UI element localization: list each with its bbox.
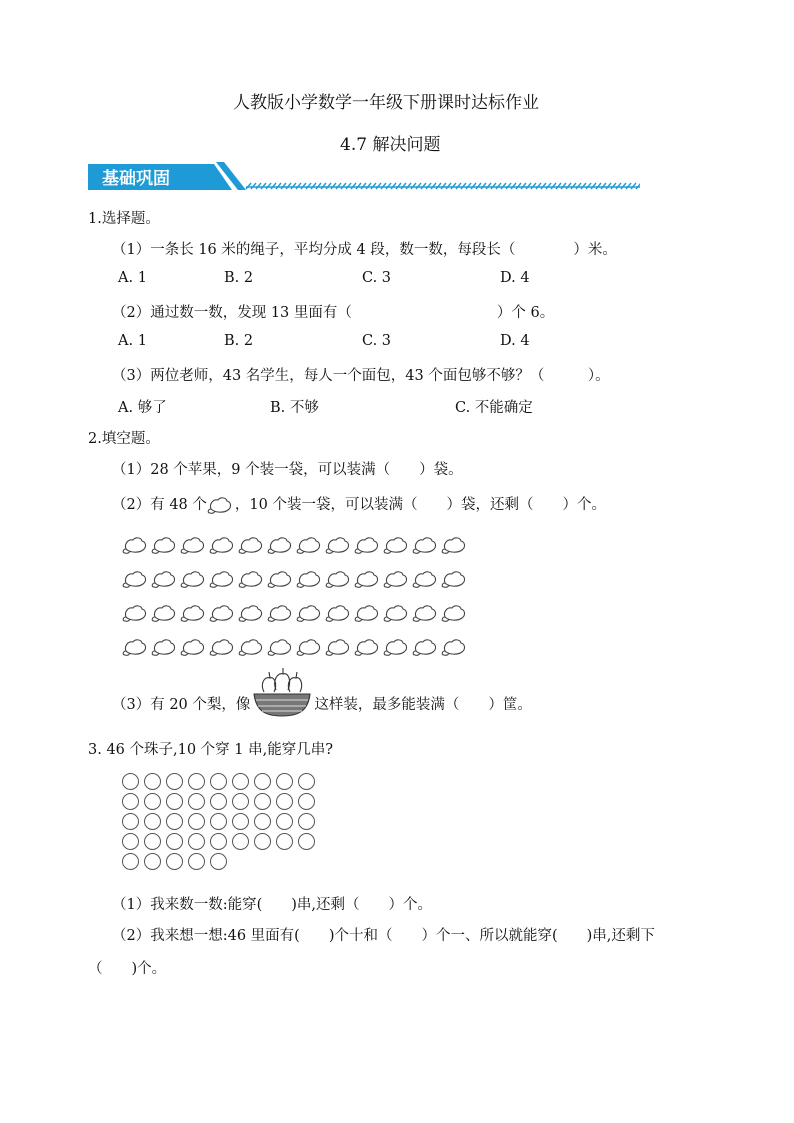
q1-part2-option-d[interactable]: D. 4 <box>500 333 530 349</box>
bead-circle <box>188 813 205 830</box>
bead-circle <box>276 813 293 830</box>
q1-part1-option-a[interactable]: A. 1 <box>118 270 147 286</box>
bead-circle <box>298 833 315 850</box>
peach-icon <box>383 637 411 661</box>
bead-circle <box>122 813 139 830</box>
peach-icon <box>180 603 208 627</box>
bead-circle <box>232 793 249 810</box>
bead-circle <box>166 853 183 870</box>
q1-part3-option-c[interactable]: C. 不能确定 <box>455 400 533 416</box>
q1-part3-text: （3）两位老师，43 名学生，每人一个面包，43 个面包够不够？（ ）。 <box>112 368 610 384</box>
peach-icon <box>151 569 179 593</box>
bead-circle <box>122 793 139 810</box>
q1-part3-option-b[interactable]: B. 不够 <box>270 400 319 416</box>
q3-part2-text-line1: （2）我来想一想:46 里面有( )个十和（ ）个一、所以就能穿( )串,还剩下 <box>112 928 655 944</box>
peach-icon <box>209 569 237 593</box>
peach-icon <box>325 603 353 627</box>
peach-icon <box>441 637 469 661</box>
bead-circle <box>210 793 227 810</box>
bead-circle <box>166 773 183 790</box>
peach-icon <box>209 603 237 627</box>
bead-circle <box>122 773 139 790</box>
bead-circle <box>232 773 249 790</box>
peach-icon <box>441 535 469 559</box>
bead-circle <box>166 813 183 830</box>
bead-circle <box>210 853 227 870</box>
q1-part2-option-c[interactable]: C. 3 <box>362 333 392 349</box>
q2-part3-text-after: 这样装，最多能装满（ ）筐。 <box>314 697 532 713</box>
peach-icon <box>122 569 150 593</box>
bead-circle <box>144 793 161 810</box>
peach-icon <box>296 603 324 627</box>
bead-circle <box>276 793 293 810</box>
peach-icon <box>122 535 150 559</box>
q1-part2-option-a[interactable]: A. 1 <box>118 333 147 349</box>
bead-circle <box>188 853 205 870</box>
peach-icon <box>412 603 440 627</box>
peach-icon <box>325 569 353 593</box>
bead-circle <box>144 853 161 870</box>
peach-icon <box>354 535 382 559</box>
page-subtitle: 4.7 解决问题 <box>340 135 441 155</box>
peach-icon <box>354 603 382 627</box>
bead-circle <box>122 833 139 850</box>
peach-icon <box>209 535 237 559</box>
peach-icon <box>180 535 208 559</box>
peach-icon <box>412 569 440 593</box>
peach-icon <box>296 569 324 593</box>
q2-heading: 2.填空题。 <box>88 431 160 447</box>
q1-part1-option-d[interactable]: D. 4 <box>500 270 530 286</box>
bead-circle <box>254 773 271 790</box>
peach-icon <box>180 637 208 661</box>
peach-icon <box>412 637 440 661</box>
bead-circle <box>166 793 183 810</box>
q2-part3-line <box>112 690 532 720</box>
peach-icon <box>151 535 179 559</box>
peach-icon <box>383 569 411 593</box>
peach-icon <box>122 637 150 661</box>
peach-icon <box>180 569 208 593</box>
bead-circle <box>144 833 161 850</box>
peach-icon <box>238 603 266 627</box>
peach-icon <box>383 535 411 559</box>
pear-basket-icon <box>250 666 314 720</box>
bead-circle <box>276 773 293 790</box>
bead-circle <box>188 833 205 850</box>
q1-part3-option-a[interactable]: A. 够了 <box>118 400 167 416</box>
peach-icon <box>267 535 295 559</box>
bead-circle <box>298 773 315 790</box>
page-title: 人教版小学数学一年级下册课时达标作业 <box>233 93 539 113</box>
bead-circle <box>254 793 271 810</box>
peach-icon <box>325 535 353 559</box>
q1-part1-option-b[interactable]: B. 2 <box>224 270 254 286</box>
banner-label: 基础巩固 <box>102 169 170 189</box>
bead-circle <box>166 833 183 850</box>
peach-icon <box>441 569 469 593</box>
section-banner <box>88 160 640 192</box>
peach-icon <box>296 535 324 559</box>
peach-icon <box>267 637 295 661</box>
peach-icon <box>122 603 150 627</box>
bead-circle <box>254 813 271 830</box>
bead-circle <box>254 833 271 850</box>
q1-heading: 1.选择题。 <box>88 211 160 227</box>
peach-icon <box>238 535 266 559</box>
peach-icon <box>209 637 237 661</box>
bead-circle <box>188 773 205 790</box>
q3-part1-text: （1）我来数一数:能穿( )串,还剩（ ）个。 <box>112 897 433 913</box>
q1-part2-text: （2）通过数一数，发现 13 里面有（ ）个 6。 <box>112 305 555 321</box>
bead-circle <box>232 813 249 830</box>
q2-part1-text: （1）28 个苹果，9 个装一袋，可以装满（ ）袋。 <box>112 462 463 478</box>
peach-icon <box>151 637 179 661</box>
peach-icon <box>267 603 295 627</box>
peach-icon <box>238 569 266 593</box>
bead-circle <box>232 833 249 850</box>
peach-icon <box>238 637 266 661</box>
peach-icon <box>383 603 411 627</box>
q2-part2-text-after: ，10 个装一袋，可以装满（ ）袋，还剩（ ）个。 <box>234 497 606 513</box>
q2-part2-text-before: （2）有 48 个 <box>112 497 207 513</box>
q1-part1-text: （1）一条长 16 米的绳子，平均分成 4 段，数一数，每段长（ ）米。 <box>112 242 617 258</box>
bead-circle <box>210 813 227 830</box>
peach-icon <box>354 569 382 593</box>
bead-circle <box>144 773 161 790</box>
q1-part1-option-c[interactable]: C. 3 <box>362 270 392 286</box>
peach-icon <box>441 603 469 627</box>
bead-circle <box>144 813 161 830</box>
peach-icon <box>267 569 295 593</box>
bead-circle <box>298 813 315 830</box>
q3-part2-text-line2: （ )个。 <box>88 961 167 977</box>
bead-circle <box>210 773 227 790</box>
q3-heading: 3. 46 个珠子,10 个穿 1 串,能穿几串? <box>88 742 333 758</box>
bead-circle <box>276 833 293 850</box>
q2-part2-line <box>112 493 606 515</box>
bead-circle <box>210 833 227 850</box>
q2-part3-text-before: （3）有 20 个梨，像 <box>112 697 251 713</box>
bead-circle <box>122 853 139 870</box>
peach-icon <box>207 495 235 515</box>
peach-icon <box>151 603 179 627</box>
q1-part2-option-b[interactable]: B. 2 <box>224 333 254 349</box>
bead-circle <box>298 793 315 810</box>
bead-circle <box>188 793 205 810</box>
peach-icon <box>412 535 440 559</box>
peach-icon <box>354 637 382 661</box>
peach-icon <box>296 637 324 661</box>
peach-icon <box>325 637 353 661</box>
